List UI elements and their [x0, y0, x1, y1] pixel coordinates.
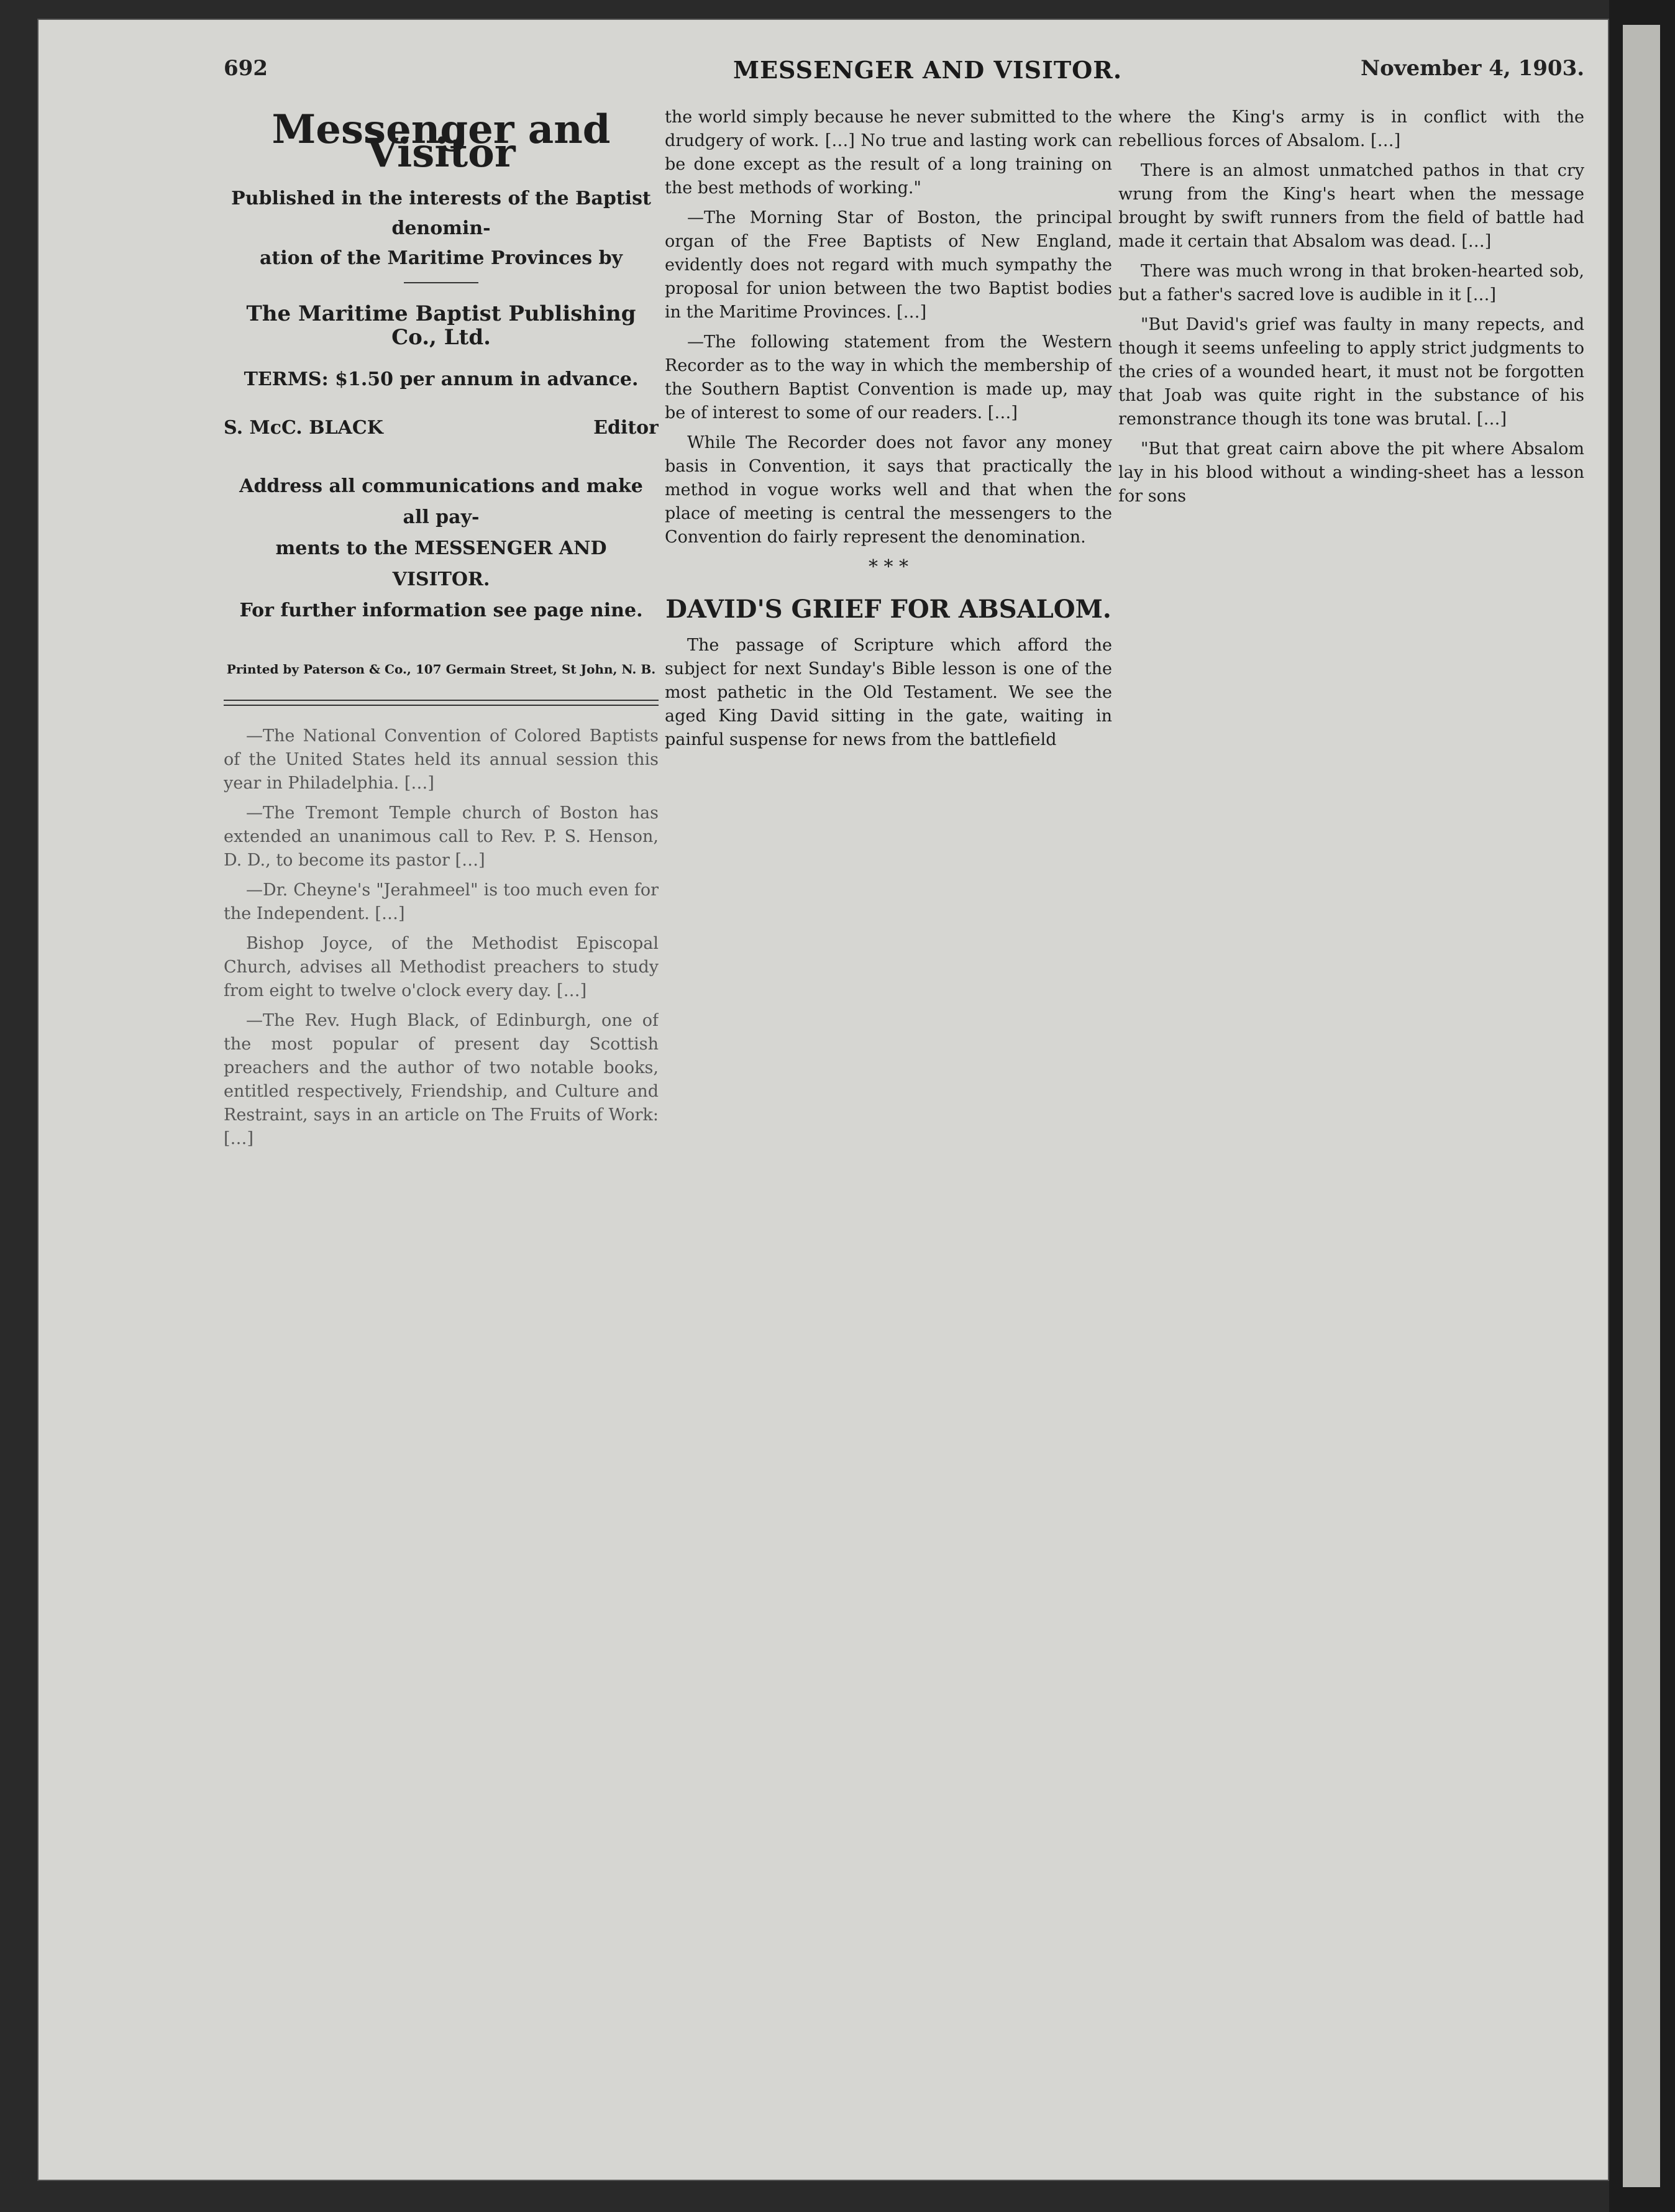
newspaper-page — [37, 19, 1609, 2181]
article-paragraph: There is an almost unmatched pathos in that cry wrung from the King's heart when the message brought by swift runners from the field of battle had made it certain that Absalom was dead. […] — [1118, 161, 1584, 251]
article-paragraph: The passage of Scripture which afford the subject for next Sunday's Bible lesson is one of the most pathetic in the Old Testament. We see the aged King David sitting in the gate, waiting in painful suspense for news from the battlefield — [665, 636, 1112, 749]
column-right — [1118, 106, 1584, 2156]
article-paragraph: There was much wrong in that broken-hearted sob, but a father's sacred love is audible in it […] — [1118, 262, 1584, 304]
article-paragraph: —The following statement from the Western Recorder as to the way in which the membership of the Southern Baptist Convention is made up, may be of interest to some of our readers. […] — [665, 332, 1112, 423]
masthead-editor — [224, 416, 659, 440]
issue-date: November 4, 1903. — [1361, 56, 1585, 81]
masthead-line-1: Published in the interests of the Baptist denomin- — [231, 188, 651, 239]
article-paragraph: —The Tremont Temple church of Boston has extended an unanimous call to Rev. P. S. Henson, D. D., to become its pastor […] — [224, 803, 659, 870]
masthead-line-2: ation of the Maritime Provinces by — [259, 247, 623, 269]
article-paragraph: —The Morning Star of Boston, the principal organ of the Free Baptists of New England, evidently does not regard with much sympathy the proposal for union between the two Baptist bodies in the Maritime Provinces. […] — [665, 208, 1112, 322]
paper-name: MESSENGER AND VISITOR. — [733, 56, 1123, 84]
article-paragraph: Bishop Joyce, of the Methodist Episcopal Church, advises all Methodist preachers to study from eight to twelve o'clock every day. […] — [224, 934, 659, 1000]
article-paragraph: "But that great cairn above the pit where Absalom lay in his blood without a winding-sheet has a lesson for sons — [1118, 439, 1584, 506]
article-paragraph: "But David's grief was faulty in many repects, and though it seems unfeeling to apply strict judgments to the cries of a wounded heart, it must not be forgotten that Joab was quite right in the substance of his remonstrance though its tone was brutal. […] — [1118, 315, 1584, 429]
divider — [404, 282, 478, 283]
article-paragraph: the world simply because he never submitted to the drudgery of work. […] No true and lasting work can be done except as the result of a long training on the best methods of working." — [665, 107, 1112, 198]
column-middle — [665, 106, 1112, 2156]
section-ornament: * * * — [868, 556, 909, 578]
masthead-company: The Maritime Baptist Publishing Co., Ltd. — [246, 301, 636, 350]
editor-name: S. McC. BLACK — [224, 417, 383, 439]
article-paragraph: where the King's army is in conflict with the rebellious forces of Absalom. […] — [1118, 107, 1584, 150]
adjacent-page-strip — [1623, 25, 1660, 2187]
page-number: 692 — [224, 56, 268, 81]
address-line-1: Address all communications and make all pay- — [239, 475, 643, 528]
printer-line: Printed by Paterson & Co., 107 Germain Street, St John, N. B. — [226, 662, 656, 677]
page-edge — [1609, 0, 1675, 2212]
page-header — [37, 50, 1609, 99]
masthead-title: Messenger and Visitor — [272, 106, 611, 176]
address-line-3: For further information see page nine. — [239, 600, 643, 621]
column-left — [224, 106, 659, 2156]
article-paragraph: —The National Convention of Colored Baptists of the United States held its annual session this year in Philadelphia. […] — [224, 726, 659, 793]
double-rule — [224, 700, 659, 706]
article-heading: DAVID'S GRIEF FOR ABSALOM. — [665, 595, 1111, 624]
article-paragraph: —The Rev. Hugh Black, of Edinburgh, one of the most popular of present day Scottish preachers and the author of two notable books, entitled respectively, Friendship, and Culture and Restraint, says in an article on The Fruits of Work: […] — [224, 1011, 659, 1148]
editor-label: Editor — [593, 417, 659, 439]
article-paragraph: While The Recorder does not favor any money basis in Convention, it says that practically the method in vogue works well and that when the place of meeting is central the messengers to the Convention do fairly represent the denomination. — [665, 433, 1112, 547]
article-paragraph: —Dr. Cheyne's "Jerahmeel" is too much even for the Independent. […] — [224, 880, 659, 923]
masthead-terms: TERMS: $1.50 per annum in advance. — [244, 368, 639, 390]
address-line-2: ments to the MESSENGER AND VISITOR. — [275, 537, 607, 590]
